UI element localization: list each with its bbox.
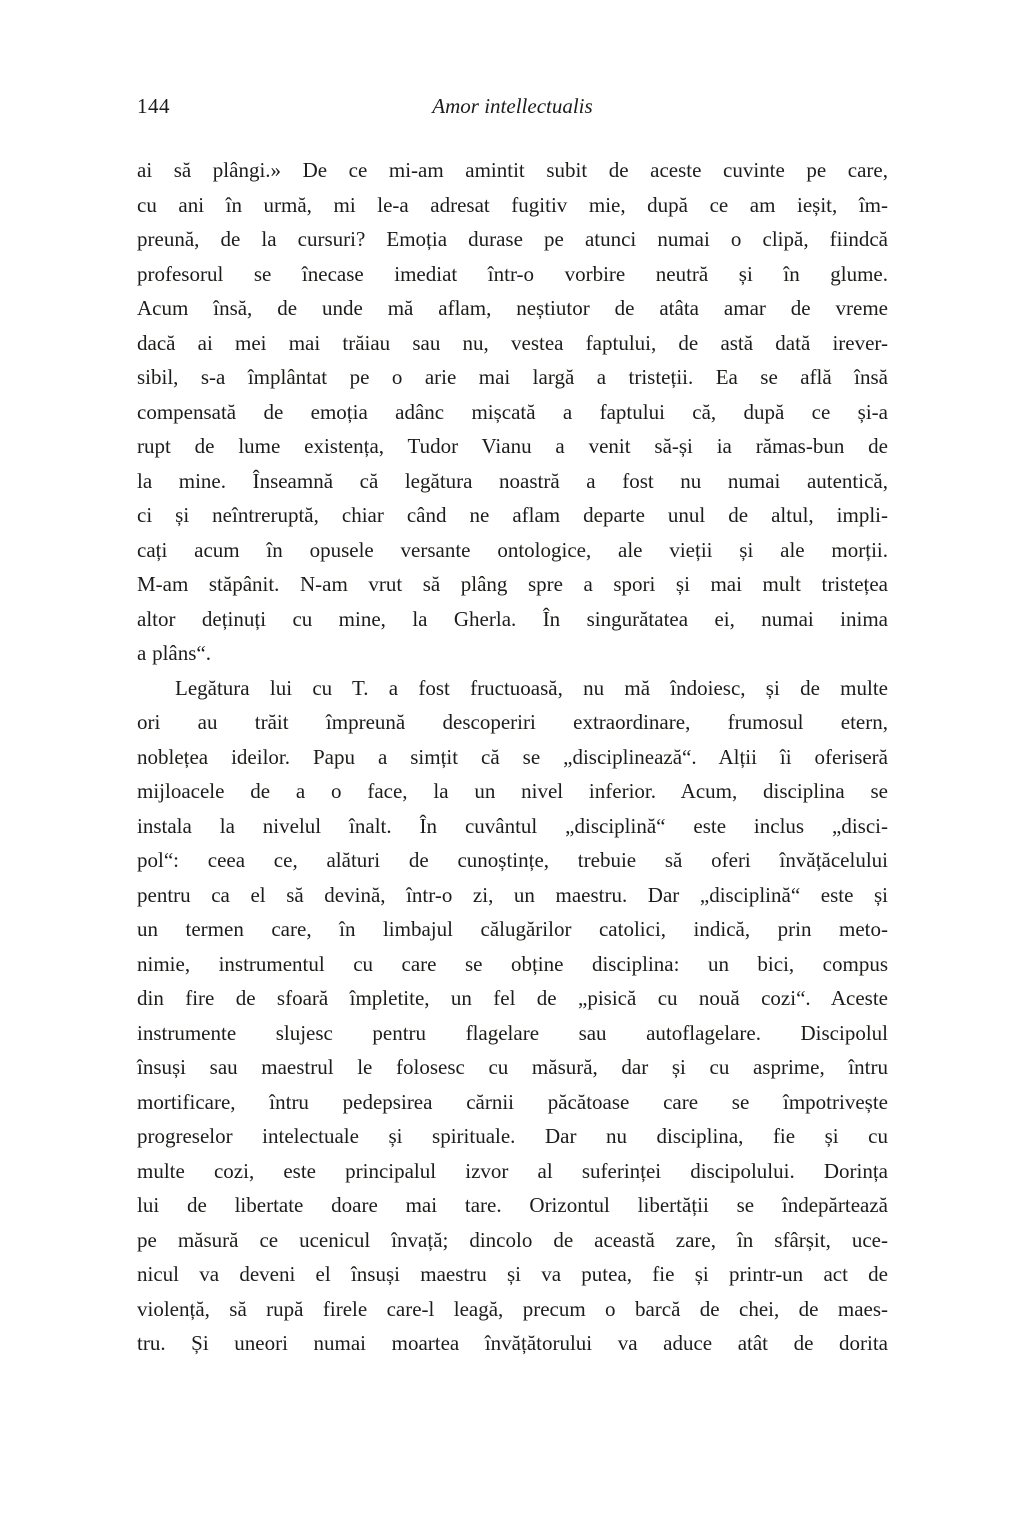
text-line: din fire de sfoară împletite, un fel de „pisică cu nouă cozi“. Aceste: [137, 986, 888, 1010]
text-line: dacă ai mei mai trăiau sau nu, vestea faptului, de astă dată irever-: [137, 330, 888, 355]
paragraph-1: [137, 153, 888, 671]
text-line: pol“: ceea ce, alături de cunoștințe, trebuie să oferi învățăcelului: [137, 848, 888, 872]
text-line: nicul va deveni el însuși maestru și va putea, fie și printr-un act de: [137, 1262, 888, 1286]
text-line: instala la nivelul înalt. În cuvântul „disciplină“ este inclus „disci-: [137, 813, 888, 838]
text-line: a plâns“.: [137, 641, 211, 665]
page-number: 144: [137, 94, 170, 118]
text-line: multe cozi, este principalul izvor al suferinței discipolului. Dorința: [137, 1158, 888, 1183]
running-title: Amor intellectualis: [432, 94, 593, 118]
text-line: tru. Și uneori numai moartea învățătorului va aduce atât de dorita: [137, 1331, 888, 1355]
text-line: lui de libertate doare mai tare. Orizontul libertății se îndepărtează: [137, 1193, 888, 1217]
text-line: ori au trăit împreună descoperiri extraordinare, frumosul etern,: [137, 710, 888, 734]
text-line: M-am stăpânit. N-am vrut să plâng spre a spori și mai mult tristețea: [137, 572, 888, 596]
running-header: [137, 92, 888, 120]
text-line: nimie, instrumentul cu care se obține disciplina: un bici, compus: [137, 951, 888, 976]
text-line: preună, de la cursuri? Emoția durase pe atunci numai o clipă, fiindcă: [137, 227, 888, 251]
text-line: la mine. Înseamnă că legătura noastră a fost nu numai autentică,: [137, 468, 888, 493]
text-line: Acum însă, de unde mă aflam, neștiutor de atâta amar de vreme: [137, 296, 888, 320]
text-line: ci și neîntreruptă, chiar când ne aflam departe unul de altul, impli-: [137, 503, 888, 527]
text-line: pe măsură ce ucenicul învață; dincolo de această zare, în sfârșit, uce-: [137, 1227, 888, 1252]
text-block: [137, 153, 888, 1361]
text-line: Legătura lui cu T. a fost fructuoasă, nu mă îndoiesc, și de multe: [175, 675, 888, 700]
text-line: cați acum în opusele versante ontologice, ale vieții și ale morții.: [137, 537, 888, 562]
text-line: violență, să rupă firele care-l leagă, precum o barcă de chei, de maes-: [137, 1296, 888, 1321]
text-line: un termen care, în limbajul călugărilor catolici, indică, prin meto-: [137, 917, 888, 941]
text-line: sibil, s-a împlântat pe o arie mai largă a tristeții. Ea se află însă: [137, 365, 888, 389]
text-line: compensată de emoția adânc mișcată a faptului că, după ce și-a: [137, 399, 888, 424]
text-line: altor deținuți cu mine, la Gherla. În singurătatea ei, numai inima: [137, 606, 888, 631]
text-line: instrumente slujesc pentru flagelare sau autoflagelare. Discipolul: [137, 1020, 888, 1045]
text-line: noblețea ideilor. Papu a simțit că se „disciplinează“. Alții îi oferiseră: [137, 744, 888, 769]
text-line: pentru ca el să devină, într-o zi, un maestru. Dar „disciplină“ este și: [137, 882, 888, 907]
text-line: progreselor intelectuale și spirituale. Dar nu disciplina, fie și cu: [137, 1124, 888, 1148]
text-line: mortificare, întru pedepsirea cărnii păcătoase care se împotrivește: [137, 1089, 888, 1114]
text-line: cu ani în urmă, mi le-a adresat fugitiv mie, după ce am ieșit, îm-: [137, 192, 888, 217]
text-line: rupt de lume existența, Tudor Vianu a venit să-și ia rămas-bun de: [137, 434, 888, 458]
text-line: mijloacele de a o face, la un nivel inferior. Acum, disciplina se: [137, 779, 888, 803]
text-line: profesorul se înecase imediat într-o vorbire neutră și în glume.: [137, 261, 888, 286]
text-line: însuși sau maestrul le folosesc cu măsură, dar și cu asprime, întru: [137, 1055, 888, 1079]
paragraph-2: [137, 671, 888, 1361]
text-line: ai să plângi.» De ce mi-am amintit subit de aceste cuvinte pe care,: [137, 158, 888, 182]
